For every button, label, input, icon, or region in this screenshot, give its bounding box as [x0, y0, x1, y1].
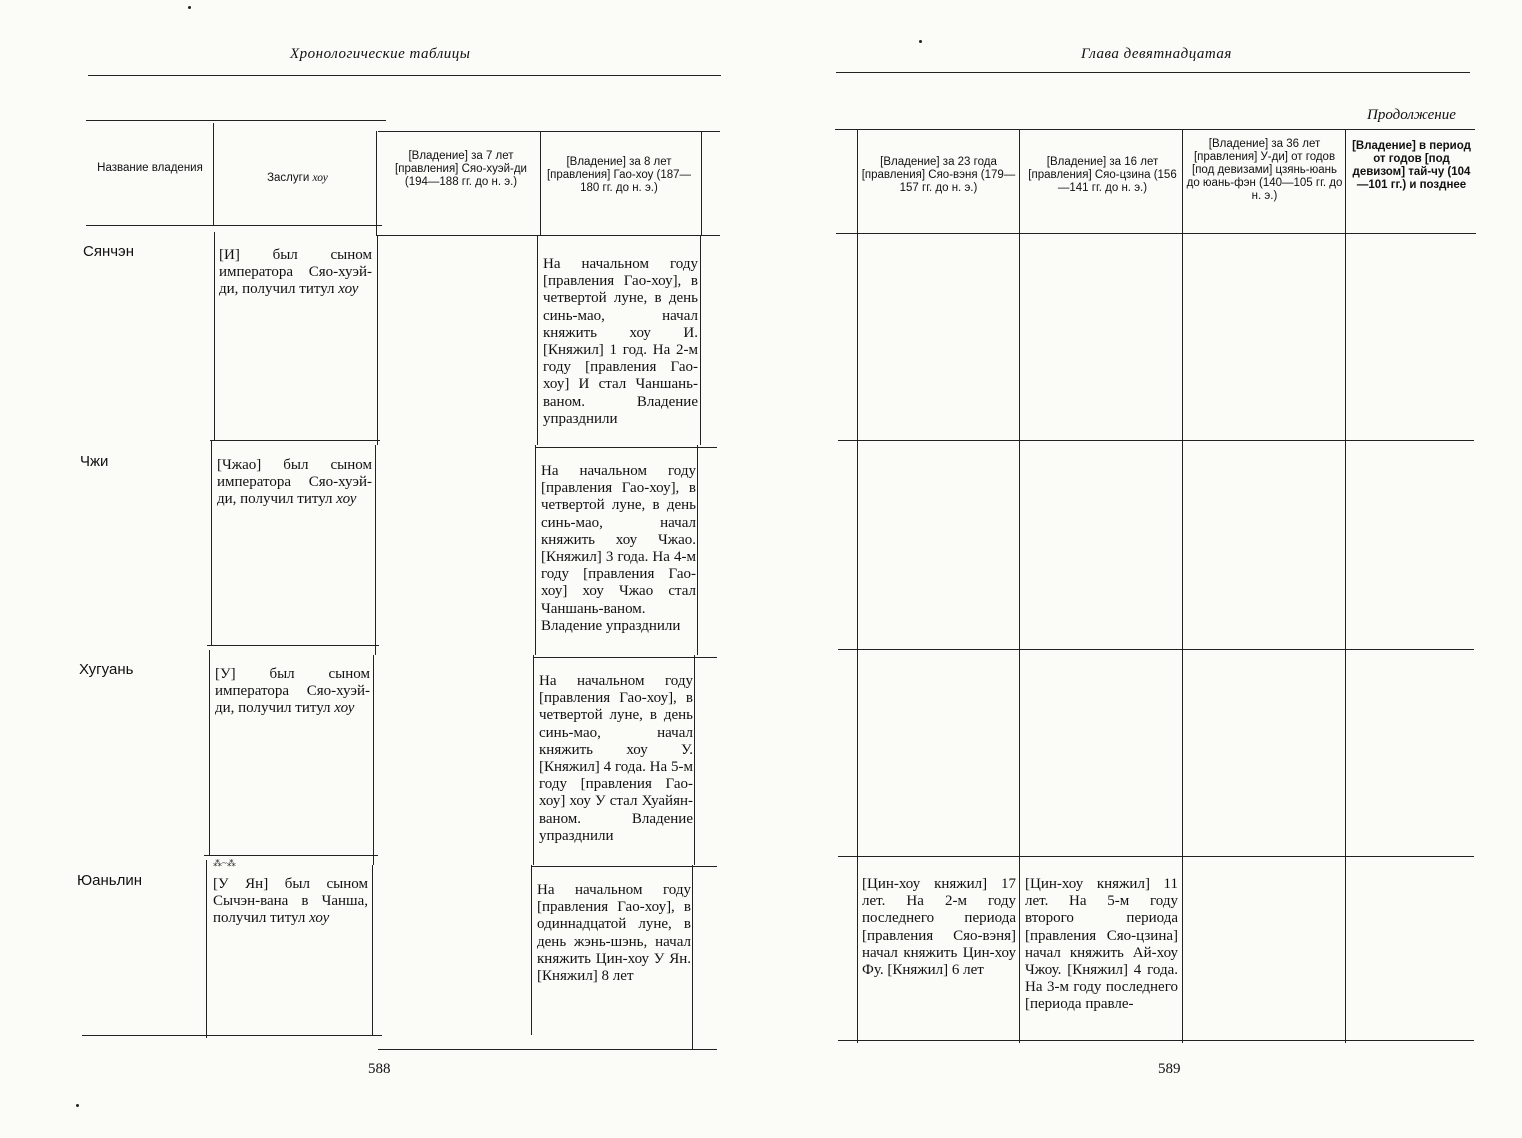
row-rule: [838, 649, 1474, 650]
col-divider: [372, 865, 373, 1035]
page-number: 588: [368, 1061, 391, 1077]
header-rule: [836, 72, 1470, 73]
col-divider: [377, 235, 378, 445]
col-divider: [206, 860, 207, 1038]
table-top-rule-right: [378, 131, 720, 132]
header-bottom-rule: [86, 225, 382, 226]
scan-speck: [76, 1104, 79, 1107]
row-rule: [207, 645, 379, 646]
col-divider: [857, 129, 858, 1043]
merit-cell: [И] был сыном императора Сяо-хуэй-ди, получил титул хоу: [219, 247, 372, 298]
table-top-rule: [835, 129, 1475, 130]
merit-cell: [У Ян] был сыном Сычэн-вана в Чанша, получил титул хоу: [213, 876, 368, 927]
merit-cell: [Чжао] был сыном императора Сяо-хуэй-ди, получил титул хоу: [217, 457, 372, 508]
col-divider: [1345, 129, 1346, 1043]
col-divider: [214, 232, 215, 440]
col-divider: [531, 865, 532, 1035]
header-bottom-rule: [836, 233, 1476, 234]
col-header-tai-chu: [Владение] в период от годов [под девизом] тай-чу (104—101 гг.) и позднее: [1352, 140, 1471, 191]
col-divider: [697, 445, 698, 655]
col-divider: [211, 440, 212, 645]
handwritten-mark: ⁂~⁂: [213, 858, 236, 868]
row-rule: [204, 855, 378, 856]
reign-cell: [Цин-хоу княжил] 17 лет. На 2-м году последнего периода [правления Сяо-вэня] начал княжить Цин-хоу Фу. [Княжил] 6 лет: [862, 876, 1016, 979]
row-rule: [838, 440, 1474, 441]
table-top-rule: [86, 120, 386, 121]
col-divider: [694, 655, 695, 865]
col-divider: [1182, 129, 1183, 1043]
col-divider: [376, 131, 377, 236]
right-page: [761, 0, 1522, 1138]
continued-label: Продолжение: [1367, 107, 1456, 123]
col-divider: [535, 445, 536, 655]
left-running-head: Хронологические таблицы: [290, 46, 471, 62]
row-rule: [531, 866, 717, 867]
col-header-seven-years: [Владение] за 7 лет [правления] Сяо-хуэй-ди (194—188 гг. до н. э.): [395, 150, 527, 188]
col-divider: [373, 655, 374, 865]
reign-cell: На начальном году [правления Гао-хоу], в четвертой луне, в день синь-мао, начал княжить хоу И. [Княжил] 1 год. На 2-м году [правления Гао-хоу] И стал Чаншань-ваном. Владение упразднили: [543, 256, 698, 427]
domain-name: Сянчэн: [83, 243, 134, 260]
col-divider: [209, 650, 210, 855]
table-bottom-rule-right: [378, 1049, 717, 1050]
col-divider: [692, 865, 693, 1050]
table-bottom-rule: [838, 1040, 1474, 1041]
domain-name: Чжи: [80, 453, 109, 470]
col-divider: [537, 235, 538, 445]
col-divider: [540, 131, 541, 236]
col-header-name: Название владения: [97, 162, 203, 174]
right-running-head: Глава девятнадцатая: [1081, 46, 1232, 62]
merit-cell: [У] был сыном императора Сяо-хуэй-ди, получил титул хоу: [215, 666, 370, 717]
row-rule: [210, 440, 380, 441]
col-header-xiao-jing: [Владение] за 16 лет [правления] Сяо-цзина (156—141 гг. до н. э.): [1028, 156, 1177, 194]
col-header-wu-di: [Владение] за 36 лет [правления] У-ди] от годов [под девизами] цзянь-юань до юань-фэн (140—105 гг. до н. э.): [1186, 138, 1343, 202]
page-number: 589: [1158, 1061, 1181, 1077]
reign-cell: На начальном году [правления Гао-хоу], в четвертой луне, в день синь-мао, начал княжить хоу Чжао. [Княжил] 3 года. На 4-м году [правления Гао-хоу] хоу Чжао стал Чаншань-ваном. Владение упразднили: [541, 463, 696, 634]
header-bottom-rule-right: [378, 235, 720, 236]
domain-name: Юаньлин: [77, 872, 143, 889]
col-header-xiao-wen: [Владение] за 23 года [правления] Сяо-вэня (179—157 гг. до н. э.): [861, 156, 1016, 194]
table-bottom-rule: [82, 1035, 382, 1036]
col-divider: [701, 131, 702, 236]
scan-speck: [919, 40, 922, 43]
reign-cell: На начальном году [правления Гао-хоу], в одиннадцатой луне, в день жэнь-шэнь, начал княжить Цин-хоу У Ян. [Княжил] 8 лет: [537, 882, 691, 985]
row-rule: [533, 657, 717, 658]
col-header-eight-years: [Владение] за 8 лет [правления] Гао-хоу (187—180 гг. до н. э.): [546, 156, 692, 194]
col-header-merits: Заслуги хоу: [267, 172, 328, 184]
col-divider: [213, 123, 214, 226]
reign-cell: [Цин-хоу княжил] 11 лет. На 5-м году второго периода [правления Сяо-цзина] начал княжить Ай-хоу Чжоу. [Княжил] 4 года. На 3-м году последнего [периода правле-: [1025, 876, 1178, 1013]
col-divider: [533, 655, 534, 865]
col-divider: [375, 445, 376, 655]
row-rule: [838, 856, 1474, 857]
row-rule: [535, 447, 717, 448]
reign-cell: На начальном году [правления Гао-хоу], в четвертой луне, в день синь-мао, начал княжить хоу У. [Княжил] 4 года. На 5-м году [правления Гао-хоу] хоу У стал Хуайян-ваном. Владение упразднили: [539, 673, 693, 844]
col-divider: [700, 235, 701, 445]
scan-speck: [188, 6, 191, 9]
header-rule: [88, 75, 721, 76]
domain-name: Хугуань: [79, 661, 134, 678]
col-divider: [1019, 129, 1020, 1043]
